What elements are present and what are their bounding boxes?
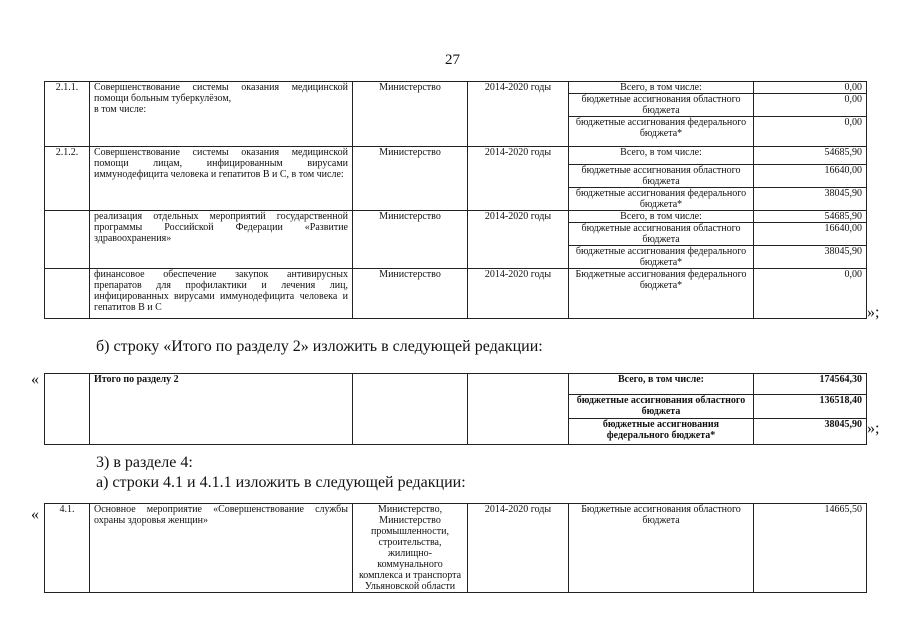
funding-label: бюджетные ассигнования областного бюджета xyxy=(569,395,754,419)
total-title: Итого по разделу 2 xyxy=(90,374,353,445)
empty-cell xyxy=(45,374,90,445)
funding-value: 38045,90 xyxy=(754,419,867,445)
paragraph-3: 3) в разделе 4: xyxy=(96,454,193,471)
funding-label: бюджетные ассигнования федерального бюджета* xyxy=(569,188,754,211)
funding-value: 54685,90 xyxy=(754,211,867,223)
period: 2014-2020 годы xyxy=(468,269,569,319)
table-row xyxy=(45,211,867,223)
executor: Министерство, Министерство промышленности, строительства, жилищно-коммунального комплекса и транспорта Ульяновской области xyxy=(353,504,468,593)
program-table-section-2 xyxy=(44,81,867,319)
funding-value: 38045,90 xyxy=(754,188,867,211)
program-table-section-4 xyxy=(44,503,867,593)
opening-quote: « xyxy=(31,506,39,523)
funding-label: Бюджетные ассигнования федерального бюджета* xyxy=(569,269,754,319)
row-number: 4.1. xyxy=(45,504,90,593)
table-row xyxy=(45,269,867,319)
executor: Министерство xyxy=(353,82,468,147)
executor: Министерство xyxy=(353,147,468,211)
opening-quote: « xyxy=(31,371,39,388)
executor: Министерство xyxy=(353,269,468,319)
table-row xyxy=(45,374,867,395)
funding-value: 0,00 xyxy=(754,82,867,94)
table-row xyxy=(45,82,867,94)
funding-value: 174564,30 xyxy=(754,374,867,395)
measure-name xyxy=(90,82,353,147)
measure-name xyxy=(90,269,353,319)
measure-name-text: реализация отдельных мероприятий государственной программы Российской Федерации «Развитие здравоохранения» xyxy=(94,211,348,244)
funding-label: бюджетные ассигнования областного бюджета xyxy=(569,94,754,117)
funding-label: Всего, в том числе: xyxy=(569,211,754,223)
empty-cell xyxy=(468,374,569,445)
measure-name xyxy=(90,147,353,211)
paragraph-b: б) строку «Итого по разделу 2» изложить в следующей редакции: xyxy=(96,338,543,355)
closing-quote: »; xyxy=(867,304,880,321)
funding-label: бюджетные ассигнования областного бюджета xyxy=(569,223,754,246)
funding-value: 0,00 xyxy=(754,269,867,319)
row-number: 2.1.1. xyxy=(45,82,90,147)
funding-value: 14665,50 xyxy=(754,504,867,593)
measure-name-text: финансовое обеспечение закупок антивирусных препаратов для профилактики и лечения лиц, инфицированных вирусами иммунодефицита человека и гепатитов В и С xyxy=(94,269,348,313)
funding-label: бюджетные ассигнования федерального бюджета* xyxy=(569,246,754,269)
funding-value: 16640,00 xyxy=(754,165,867,188)
funding-label: Всего, в том числе: xyxy=(569,147,754,165)
empty-cell xyxy=(353,374,468,445)
row-number: 2.1.2. xyxy=(45,147,90,211)
measure-name-suffix: в том числе: xyxy=(94,104,147,115)
measure-name-text: Совершенствование системы оказания медицинской помощи лицам, инфицированным вирусами иммунодефицита человека и гепатитов В и С, в том числе: xyxy=(94,147,348,180)
table-row xyxy=(45,147,867,165)
period: 2014-2020 годы xyxy=(468,211,569,269)
funding-value: 0,00 xyxy=(754,94,867,117)
period: 2014-2020 годы xyxy=(468,504,569,593)
period: 2014-2020 годы xyxy=(468,82,569,147)
funding-value: 136518,40 xyxy=(754,395,867,419)
total-table-section-2 xyxy=(44,373,867,445)
table-row xyxy=(45,504,867,593)
paragraph-a: а) строки 4.1 и 4.1.1 изложить в следующей редакции: xyxy=(96,474,466,491)
measure-name-text: Совершенствование системы оказания медицинской помощи больным туберкулёзом, xyxy=(94,82,348,104)
funding-label: бюджетные ассигнования федерального бюджета* xyxy=(569,117,754,147)
funding-label: Бюджетные ассигнования областного бюджета xyxy=(569,504,754,593)
funding-value: 0,00 xyxy=(754,117,867,147)
funding-value: 16640,00 xyxy=(754,223,867,246)
page-number: 27 xyxy=(445,52,460,68)
measure-name: Основное мероприятие «Совершенствование службы охраны здоровья женщин» xyxy=(90,504,353,593)
funding-label: бюджетные ассигнования федерального бюджета* xyxy=(569,419,754,445)
table-body xyxy=(45,82,867,319)
funding-value: 38045,90 xyxy=(754,246,867,269)
funding-label: бюджетные ассигнования областного бюджета xyxy=(569,165,754,188)
row-number xyxy=(45,211,90,269)
funding-value: 54685,90 xyxy=(754,147,867,165)
closing-quote: »; xyxy=(867,420,880,437)
funding-label: Всего, в том числе: xyxy=(569,374,754,395)
row-number xyxy=(45,269,90,319)
period: 2014-2020 годы xyxy=(468,147,569,211)
executor: Министерство xyxy=(353,211,468,269)
measure-name xyxy=(90,211,353,269)
funding-label: Всего, в том числе: xyxy=(569,82,754,94)
